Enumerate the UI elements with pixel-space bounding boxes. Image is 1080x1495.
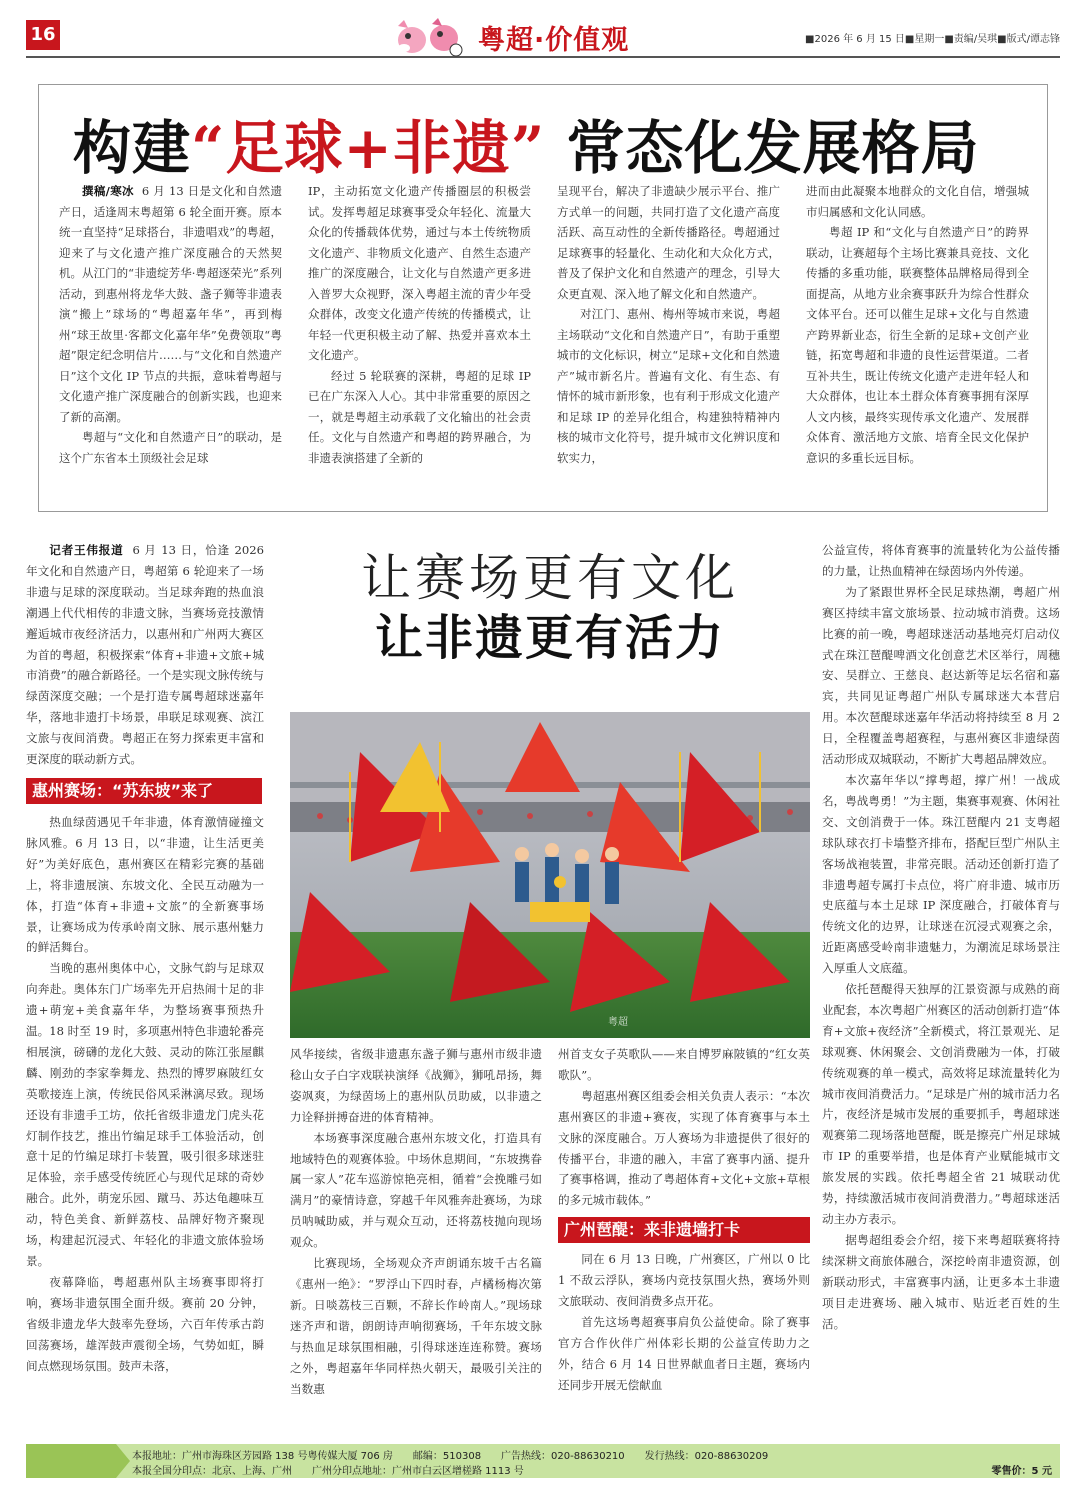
top-article <box>38 84 1048 512</box>
paragraph: 粤超 IP 和“文化与自然遗产日”的跨界联动，让赛超每个主场比赛兼具竞技、文化传播的多重功能，联赛整体品牌格局得到全面提高，从地方业余赛事跃升为综合性群众文体平台。还可以催生足球+文化与自然遗产跨界新业态，衍生全新的足球+文创产业链，拓宽粤超和非遗的良性运营渠道。二者互补共生，既让传统文化遗产走进年轻人和大众群体，也让本土群众体育赛事拥有深厚人文内核，最终实现传承文化遗产、发展群众体育、激活地方文旅、培育全民文化保护意识的多重长远目标。 <box>806 225 1029 465</box>
feature-column-4 <box>822 540 1060 1430</box>
top-column-3 <box>557 181 780 503</box>
page-number: 16 <box>26 20 60 50</box>
paragraph: 风华接续，省级非遗惠东盏子狮与惠州市级非遗稔山女子白字戏联袂演绎《战狮》，狮吼昂扬，舞姿飒爽，为绿茵场上的惠州队员助威，以非遗之力诠释拼搏奋进的体育精神。 <box>290 1047 542 1124</box>
top-column-2 <box>308 181 531 503</box>
footer-print-sites: 本报全国分印点：北京、上海、广州 广州分印点地址：广州市白云区增槎路 1113 号 <box>132 1466 524 1477</box>
paragraph: 进而由此凝聚本地群众的文化自信，增强城市归属感和文化认同感。 <box>806 184 1029 219</box>
paragraph: IP，主动拓宽文化遗产传播圈层的积极尝试。发挥粤超足球赛事受众年轻化、流量大众化的传播载体优势，通过与本土传统物质文化遗产、非物质文化遗产、自然生态遗产推广的深度融合，让文化与自然遗产更多进入普罗大众视野，深入粤超主流的青少年受众群体，改变文化遗产传统的传播模式，让年轻一代更积极主动了解、热爱并喜欢本土文化遗产。 <box>308 184 531 362</box>
paragraph: 州首支女子英歌队——来自博罗麻陂镇的“红女英歌队”。 <box>558 1047 810 1082</box>
paragraph: 为了紧跟世界杯全民足球热潮，粤超广州赛区持续丰富文旅场景、拉动城市消费。这场比赛的前一晚，粤超球迷活动基地亮灯启动仪式在珠江琶醍啤酒文化创意艺术区举行，周穗安、吴群立、王慈良、赵达新等足坛名宿和嘉宾，共同见证粤超广州队专属球迷大本营启用。本次琶醍球迷嘉年华活动将持续至 8 月 2 日，全程覆盖粤超赛程，与惠州赛区非遗绿茵活动形成双城联动，不断扩大粤超品牌效应。 <box>822 584 1060 767</box>
section-title: 粤超·价值观 <box>478 25 630 56</box>
feature-column-2 <box>290 1044 542 1430</box>
paragraph: 据粤超组委会介绍，接下来粤超联赛将持续深耕文商旅体融合，深挖岭南非遗资源，创新联动形式，丰富赛事内涵，让更多本土非遗项目走进赛场、融入城市、贴近老百姓的生活。 <box>822 1232 1060 1331</box>
feature-center <box>290 540 810 1430</box>
paragraph: 本场赛事深度融合惠州东坡文化，打造具有地域特色的观赛体验。中场休息期间，“东坡携眷属一家人”花车巡游惊艳亮相，循着“会挽雕弓如满月”的豪情诗意，穿越千年风雅奔赴赛场，为球员呐喊助威，并与观众互动，还将荔枝抛向现场观众。 <box>290 1130 542 1250</box>
paragraph: 经过 5 轮联赛的深耕，粤超的足球 IP 已在广东深入人心。其中非常重要的原因之一，就是粤超主动承载了文化输出的社会责任。文化与自然遗产和粤超的跨界融合，为非遗表演搭建了全新的 <box>308 368 531 465</box>
mascot-logo-icon <box>382 18 478 58</box>
main-headline <box>73 101 1033 185</box>
paragraph: 粤超与“文化和自然遗产日”的联动，是这个广东省本土顶级社会足球 <box>59 430 282 465</box>
subheading-huizhou: 惠州赛场：“苏东坡”来了 <box>26 778 262 804</box>
footer <box>26 1444 1060 1478</box>
feature-title <box>290 548 810 668</box>
headline-pre: 构建 <box>73 114 192 182</box>
paragraph: 对江门、惠州、梅州等城市来说，粤超主场联动“文化和自然遗产日”，有助于重塑城市的文化标识，树立“足球+文化和自然遗产”城市新名片。普遍有文化、有生态、有情怀的城市新形象，也有利于形成文化遗产和足球 IP 的差异化组合，构建独特精神内核的城市文化符号，提升城市文化辨识度和软实力， <box>557 307 780 465</box>
paragraph: 比赛现场，全场观众齐声朗诵东坡千古名篇《惠州一绝》：“罗浮山下四时春，卢橘杨梅次第新。日啖荔枝三百颗，不辞长作岭南人。”现场球迷齐声和谐，朗朗诗声响彻赛场，千年东坡文脉与热血足球氛围相融，引得球迷连连称赞。赛场之外，粤超嘉年华同样热火朝天，最吸引关注的当数惠 <box>290 1256 542 1396</box>
footer-address: 本报地址：广州市海珠区芳园路 138 号粤传媒大厦 706 房 邮编：510308 广告热线：020-88630210 发行热线：020-88630209 <box>132 1451 769 1462</box>
paragraph: 粤超惠州赛区组委会相关负责人表示：“本次惠州赛区的非遗+赛夜，实现了体育赛事与本土文脉的深度融合。万人赛场为非遗提供了很好的传播平台，非遗的融入，丰富了赛事内涵、提升了赛事格调，推动了粤超体育+文化+文旅+草根的多元城市载体。” <box>558 1088 810 1208</box>
paragraph: 首先这场粤超赛事肩负公益使命。除了赛事官方合作伙伴广州体彩长期的公益宣传助力之外，结合 6 月 14 日世界献血者日主题，赛场内还同步开展无偿献血 <box>558 1314 810 1392</box>
paragraph: 本次嘉年华以“撑粤超，撑广州！一战成名，粤战粤勇！”为主题，集赛事观赛、休闲社交、文创消费于一体。珠江琶醍内 21 支粤超球队球衣打卡墙整齐排布，搭配巨型广州队主客场战袍装置，非常亮眼。活动还创新打造了非遗粤超专属打卡点位，将广府非遗、城市历史底蕴与本土足球 IP 深度融合，打破体育与传统文化的边界，让球迷在沉浸式观赛之余，近距离感受岭南非遗魅力，为潮流足球场景注入厚重人文底蕴。 <box>822 772 1060 976</box>
photo-watermark: 粤超 <box>608 1017 628 1028</box>
feature-column-3 <box>558 1044 810 1430</box>
feature-title-line-1: 让赛场更有文化 <box>361 549 739 607</box>
paragraph: 夜幕降临，粤超惠州队主场赛事即将打响，赛场非遗氛围全面升级。赛前 20 分钟，省级非遗龙华大鼓率先登场，六百年传承古韵回荡赛场，雄浑鼓声震彻全场，气势如虹，瞬间点燃现场氛围。鼓声未落， <box>26 1274 264 1373</box>
subheading-guangzhou: 广州琶醍：来非遗墙打卡 <box>558 1217 810 1243</box>
top-article-columns <box>59 181 1029 503</box>
headline-highlight: “足球+非遗” <box>191 114 546 182</box>
footer-arrow-icon <box>116 1444 130 1478</box>
paragraph: 6 月 13 日是文化和自然遗产日，适逢周末粤超第 6 轮全面开赛。原本统一直坚持“足球搭台，非遗唱戏”的粤超，迎来了与文化遗产推广深度融合的天然契机。从江门的“非遗绽芳华·粤超逐荣光”系列活动，到惠州将龙华大鼓、盏子狮等非遗表演“搬上”球场的“粤超嘉年华”，再到梅州“球王故里·客都文化嘉年华”免费领取“粤超”限定纪念明信片……与“文化和自然遗产日”这个文化 IP 节点的共振，意味着粤超与文化遗产推广深度融合的创新实践，也迎来了新的高潮。 <box>59 184 282 424</box>
photo-illustration <box>290 712 810 1038</box>
paragraph: 同在 6 月 13 日晚，广州赛区，广州以 0 比 1 不敌云浮队，赛场内竞技氛围火热，赛场外则文旅联动、夜间消费多点开花。 <box>558 1252 810 1309</box>
paragraph: 公益宣传，将体育赛事的流量转化为公益传播的力量，让热血精神在绿茵场内外传递。 <box>822 543 1060 578</box>
issue-meta: ■2026 年 6 月 15 日■星期一■责编/吴琪■版式/谭志锋 <box>805 34 1060 45</box>
top-column-1 <box>59 181 282 503</box>
paragraph: 当晚的惠州奥体中心，文脉气韵与足球双向奔赴。奥体东门广场率先开启热闹十足的非遗+萌宠+美食嘉年华，为整场赛事预热升温。18 时至 19 时，多项惠州特色非遗轮番亮相展演，磅礴的龙化大鼓、灵动的陈江张屋麒麟、刚劲的李家拳舞龙、热烈的博罗麻陂红女英歌接连上演，传统民俗风采淋漓尽致。现场还设有非遗手工坊，依托省级非遗龙门虎头花灯制作技艺，推出竹编足球手工体验活动，创意十足的竹编足球打卡装置，吸引很多球迷驻足体验，亲手感受传统匠心与现代足球的奇妙融合。此外，萌宠乐园、蹴马、苏达龟趣味互动，特色美食、新鲜荔枝、品牌好物齐聚现场，构建起沉浸式、年轻化的非遗文旅体验场景。 <box>26 961 264 1268</box>
retail-price: 零售价：5 元 <box>991 1466 1052 1477</box>
reporter-byline: 记者王伟报道 <box>49 543 124 557</box>
top-column-4 <box>806 181 1029 503</box>
paragraph: 热血绿茵遇见千年非遗，体育激情碰撞文脉风雅。6 月 13 日，以“非遗，让生活更美好”为美好底色，惠州赛区在精彩完赛的基础上，将非遗展演、东坡文化、全民互动融为一体，打造“体育+非遗+文旅”的全新赛事场景，让赛场成为传承岭南文脉、展示惠州魅力的鲜活舞台。 <box>26 814 264 955</box>
paragraph: 依托琶醍得天独厚的江景资源与成熟的商业配套，本次粤超广州赛区的活动创新打造“体育+文旅+夜经济”全新模式，将江景观光、足球观赛、休闲聚会、文创消费融为一体，打破传统观赛的单一模式，高效将足球流量转化为城市夜间消费活力。“足球是广州的城市活力名片，夜经济是城市发展的重要抓手，粤超球迷观赛第二现场落地琶醍，既是擦亮广州足球城市 IP 的重要举措，也是体育产业赋能城市文旅发展的实践。依托粤超全省 21 城联动优势，持续激活城市夜间消费潜力。”粤超球迷活动主办方表示。 <box>822 982 1060 1226</box>
headline-post: 常态化发展格局 <box>545 114 980 182</box>
paragraph: 呈现平台，解决了非遗缺少展示平台、推广方式单一的问题，共同打造了文化遗产高度活跃、高互动性的全新传播路径。粤超通过足球赛事的轻量化、生动化和大众化方式，普及了保护文化和自然遗产的理念，引导大众更直观、深入地了解文化和自然遗产。 <box>557 184 780 301</box>
feature-section <box>26 540 1060 1430</box>
masthead <box>26 18 1060 58</box>
byline: 撰稿/寒冰 <box>82 184 134 198</box>
paragraph: 6 月 13 日，恰逢 2026 年文化和自然遗产日，粤超第 6 轮迎来了一场非遗与足球的深度联动。当足球奔跑的热血浪潮遇上代代相传的非遗文脉，当赛场竞技激情邂逅城市夜经济活力，以惠州和广州两大赛区为首的粤超，积极探索“体育+非遗+文旅+城市消费”的融合新路径。一个是实现文脉传统与绿茵深度交融；一个是打造专属粤超球迷嘉年华，落地非遗打卡场景，串联足球观赛、滨江文旅与夜间消费。粤超正在努力探索更丰富和更深度的联动新方式。 <box>26 543 264 767</box>
feature-text-columns <box>290 1044 810 1430</box>
stadium-performance-photo <box>290 712 810 1038</box>
feature-column-1 <box>26 540 264 1430</box>
feature-title-line-2: 让非遗更有活力 <box>374 610 725 666</box>
footer-accent-bar <box>26 1444 116 1478</box>
